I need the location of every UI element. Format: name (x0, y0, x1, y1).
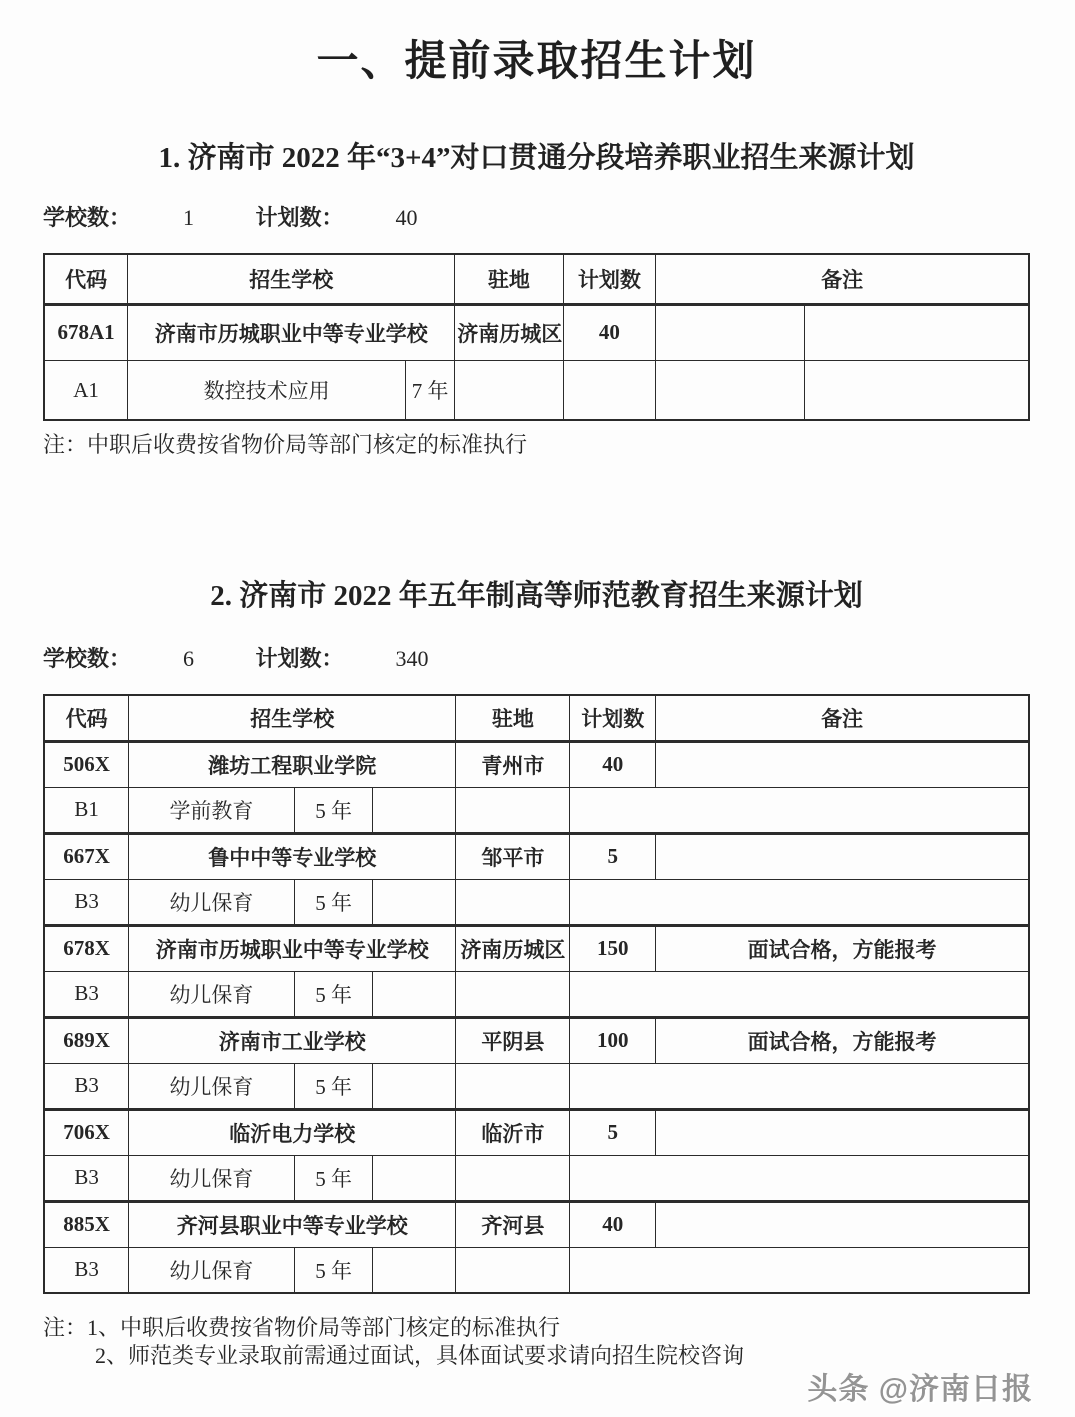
section2-stats (43, 645, 1030, 673)
school-name-cell: 济南市工业学校 (129, 1017, 456, 1063)
table-row (44, 879, 1029, 925)
remark-cell-right (804, 304, 1029, 360)
plans-count-label: 计划数： (255, 205, 344, 231)
major-name-cell: 幼儿保育 (129, 879, 294, 925)
schools-count-value: 6 (183, 646, 195, 672)
table-row (44, 787, 1029, 833)
location-cell: 青州市 (456, 741, 570, 787)
remark-cell (656, 1109, 1029, 1155)
location-cell: 平阴县 (456, 1017, 570, 1063)
years-cell: 5 年 (294, 971, 373, 1017)
major-name-cell: 数控技术应用 (128, 360, 406, 420)
spacer-cell (373, 971, 456, 1017)
section1-heading: 1. 济南市 2022 年“3+4”对口贯通分段培养职业招生来源计划 (158, 141, 915, 174)
header-remark: 备注 (656, 254, 1029, 304)
table-row (44, 1063, 1029, 1109)
major-name-cell: 幼儿保育 (129, 971, 294, 1017)
plans-count-value: 40 (395, 205, 418, 231)
years-cell: 5 年 (294, 879, 373, 925)
section1-note: 注：中职后收费按省物价局等部门核定的标准执行 (43, 432, 528, 458)
code-cell: 689X (44, 1017, 129, 1063)
years-cell: 5 年 (294, 1247, 373, 1293)
plan-cell: 40 (570, 1201, 656, 1247)
code-cell: B3 (44, 1247, 129, 1293)
plans-count-label: 计划数： (255, 646, 344, 672)
table-row (44, 741, 1029, 787)
code-cell: 706X (44, 1109, 129, 1155)
section2-notes (43, 1314, 1030, 1370)
code-cell: B3 (44, 879, 129, 925)
header-school: 招生学校 (128, 254, 455, 304)
remark-cell (656, 1201, 1029, 1247)
school-name-cell: 鲁中中等专业学校 (129, 833, 456, 879)
location-cell: 齐河县 (456, 1201, 570, 1247)
location-cell: 济南历城区 (456, 925, 570, 971)
remark-cell (656, 833, 1029, 879)
code-cell: B1 (44, 787, 129, 833)
spacer-cell (373, 1063, 456, 1109)
location-cell: 邹平市 (456, 833, 570, 879)
location-cell (456, 1063, 570, 1109)
code-cell: B3 (44, 1063, 129, 1109)
major-name-cell: 学前教育 (129, 787, 294, 833)
table-row (44, 1017, 1029, 1063)
header-plan: 计划数 (563, 254, 656, 304)
note-line-1: 注：1、中职后收费按省物价局等部门核定的标准执行 (43, 1315, 561, 1341)
code-cell: 667X (44, 833, 129, 879)
merged-empty-cell (570, 1155, 1029, 1201)
header-location: 驻地 (455, 254, 563, 304)
merged-empty-cell (570, 787, 1029, 833)
location-cell (456, 971, 570, 1017)
plan-cell: 5 (570, 833, 656, 879)
header-plan: 计划数 (570, 695, 656, 741)
school-name-cell: 齐河县职业中等专业学校 (129, 1201, 456, 1247)
code-cell: B3 (44, 971, 129, 1017)
schools-count-label: 学校数： (43, 646, 132, 672)
schools-count-label: 学校数： (43, 205, 132, 231)
plan-cell: 5 (570, 1109, 656, 1155)
header-location: 驻地 (456, 695, 570, 741)
remark-cell: 面试合格，方能报考 (656, 925, 1029, 971)
table-header-row (44, 695, 1029, 741)
remark-cell-left (656, 304, 805, 360)
code-cell: 678X (44, 925, 129, 971)
years-cell: 5 年 (294, 1063, 373, 1109)
section2-table (43, 694, 1030, 1294)
location-cell (455, 360, 563, 420)
toutiao-watermark: 头条 @济南日报 (807, 1373, 1033, 1406)
location-cell: 济南历城区 (455, 304, 563, 360)
merged-empty-cell (570, 1063, 1029, 1109)
major-name-cell: 幼儿保育 (129, 1063, 294, 1109)
major-name-cell: 幼儿保育 (129, 1247, 294, 1293)
table-row (44, 304, 1029, 360)
location-cell (456, 1155, 570, 1201)
code-cell: A1 (44, 360, 128, 420)
years-cell: 5 年 (294, 787, 373, 833)
plan-cell (563, 360, 656, 420)
code-cell: 678A1 (44, 304, 128, 360)
table-row (44, 1201, 1029, 1247)
remark-cell-left (656, 360, 805, 420)
years-cell: 5 年 (294, 1155, 373, 1201)
years-cell: 7 年 (405, 360, 454, 420)
header-code: 代码 (44, 254, 128, 304)
table-header-row (44, 254, 1029, 304)
table-row (44, 1247, 1029, 1293)
plans-count-value: 340 (395, 646, 429, 672)
school-name-cell: 潍坊工程职业学院 (129, 741, 456, 787)
spacer-cell (373, 787, 456, 833)
schools-count-value: 1 (183, 205, 195, 231)
code-cell: 885X (44, 1201, 129, 1247)
plan-cell: 150 (570, 925, 656, 971)
location-cell (456, 1247, 570, 1293)
spacer-cell (373, 879, 456, 925)
school-name-cell: 济南市历城职业中等专业学校 (129, 925, 456, 971)
plan-cell: 40 (563, 304, 656, 360)
spacer-cell (373, 1155, 456, 1201)
section2-heading: 2. 济南市 2022 年五年制高等师范教育招生来源计划 (210, 580, 863, 613)
table-row (44, 833, 1029, 879)
location-cell (456, 787, 570, 833)
plan-cell: 40 (570, 741, 656, 787)
merged-empty-cell (570, 971, 1029, 1017)
location-cell (456, 879, 570, 925)
table-row (44, 925, 1029, 971)
section1-stats (43, 204, 1030, 232)
code-cell: B3 (44, 1155, 129, 1201)
table-row (44, 1109, 1029, 1155)
plan-cell: 100 (570, 1017, 656, 1063)
table-row (44, 360, 1029, 420)
remark-cell (656, 741, 1029, 787)
remark-cell: 面试合格，方能报考 (656, 1017, 1029, 1063)
merged-empty-cell (570, 1247, 1029, 1293)
code-cell: 506X (44, 741, 129, 787)
school-name-cell: 济南市历城职业中等专业学校 (128, 304, 455, 360)
spacer-cell (373, 1247, 456, 1293)
school-name-cell: 临沂电力学校 (129, 1109, 456, 1155)
header-remark: 备注 (656, 695, 1029, 741)
section1-table (43, 253, 1030, 421)
table-row (44, 1155, 1029, 1201)
remark-cell-right (804, 360, 1029, 420)
header-code: 代码 (44, 695, 129, 741)
major-name-cell: 幼儿保育 (129, 1155, 294, 1201)
note-line-2: 2、师范类专业录取前需通过面试，具体面试要求请向招生院校咨询 (95, 1343, 745, 1369)
header-school: 招生学校 (129, 695, 456, 741)
table-row (44, 971, 1029, 1017)
location-cell: 临沂市 (456, 1109, 570, 1155)
page-title: 一、提前录取招生计划 (316, 39, 757, 85)
merged-empty-cell (570, 879, 1029, 925)
